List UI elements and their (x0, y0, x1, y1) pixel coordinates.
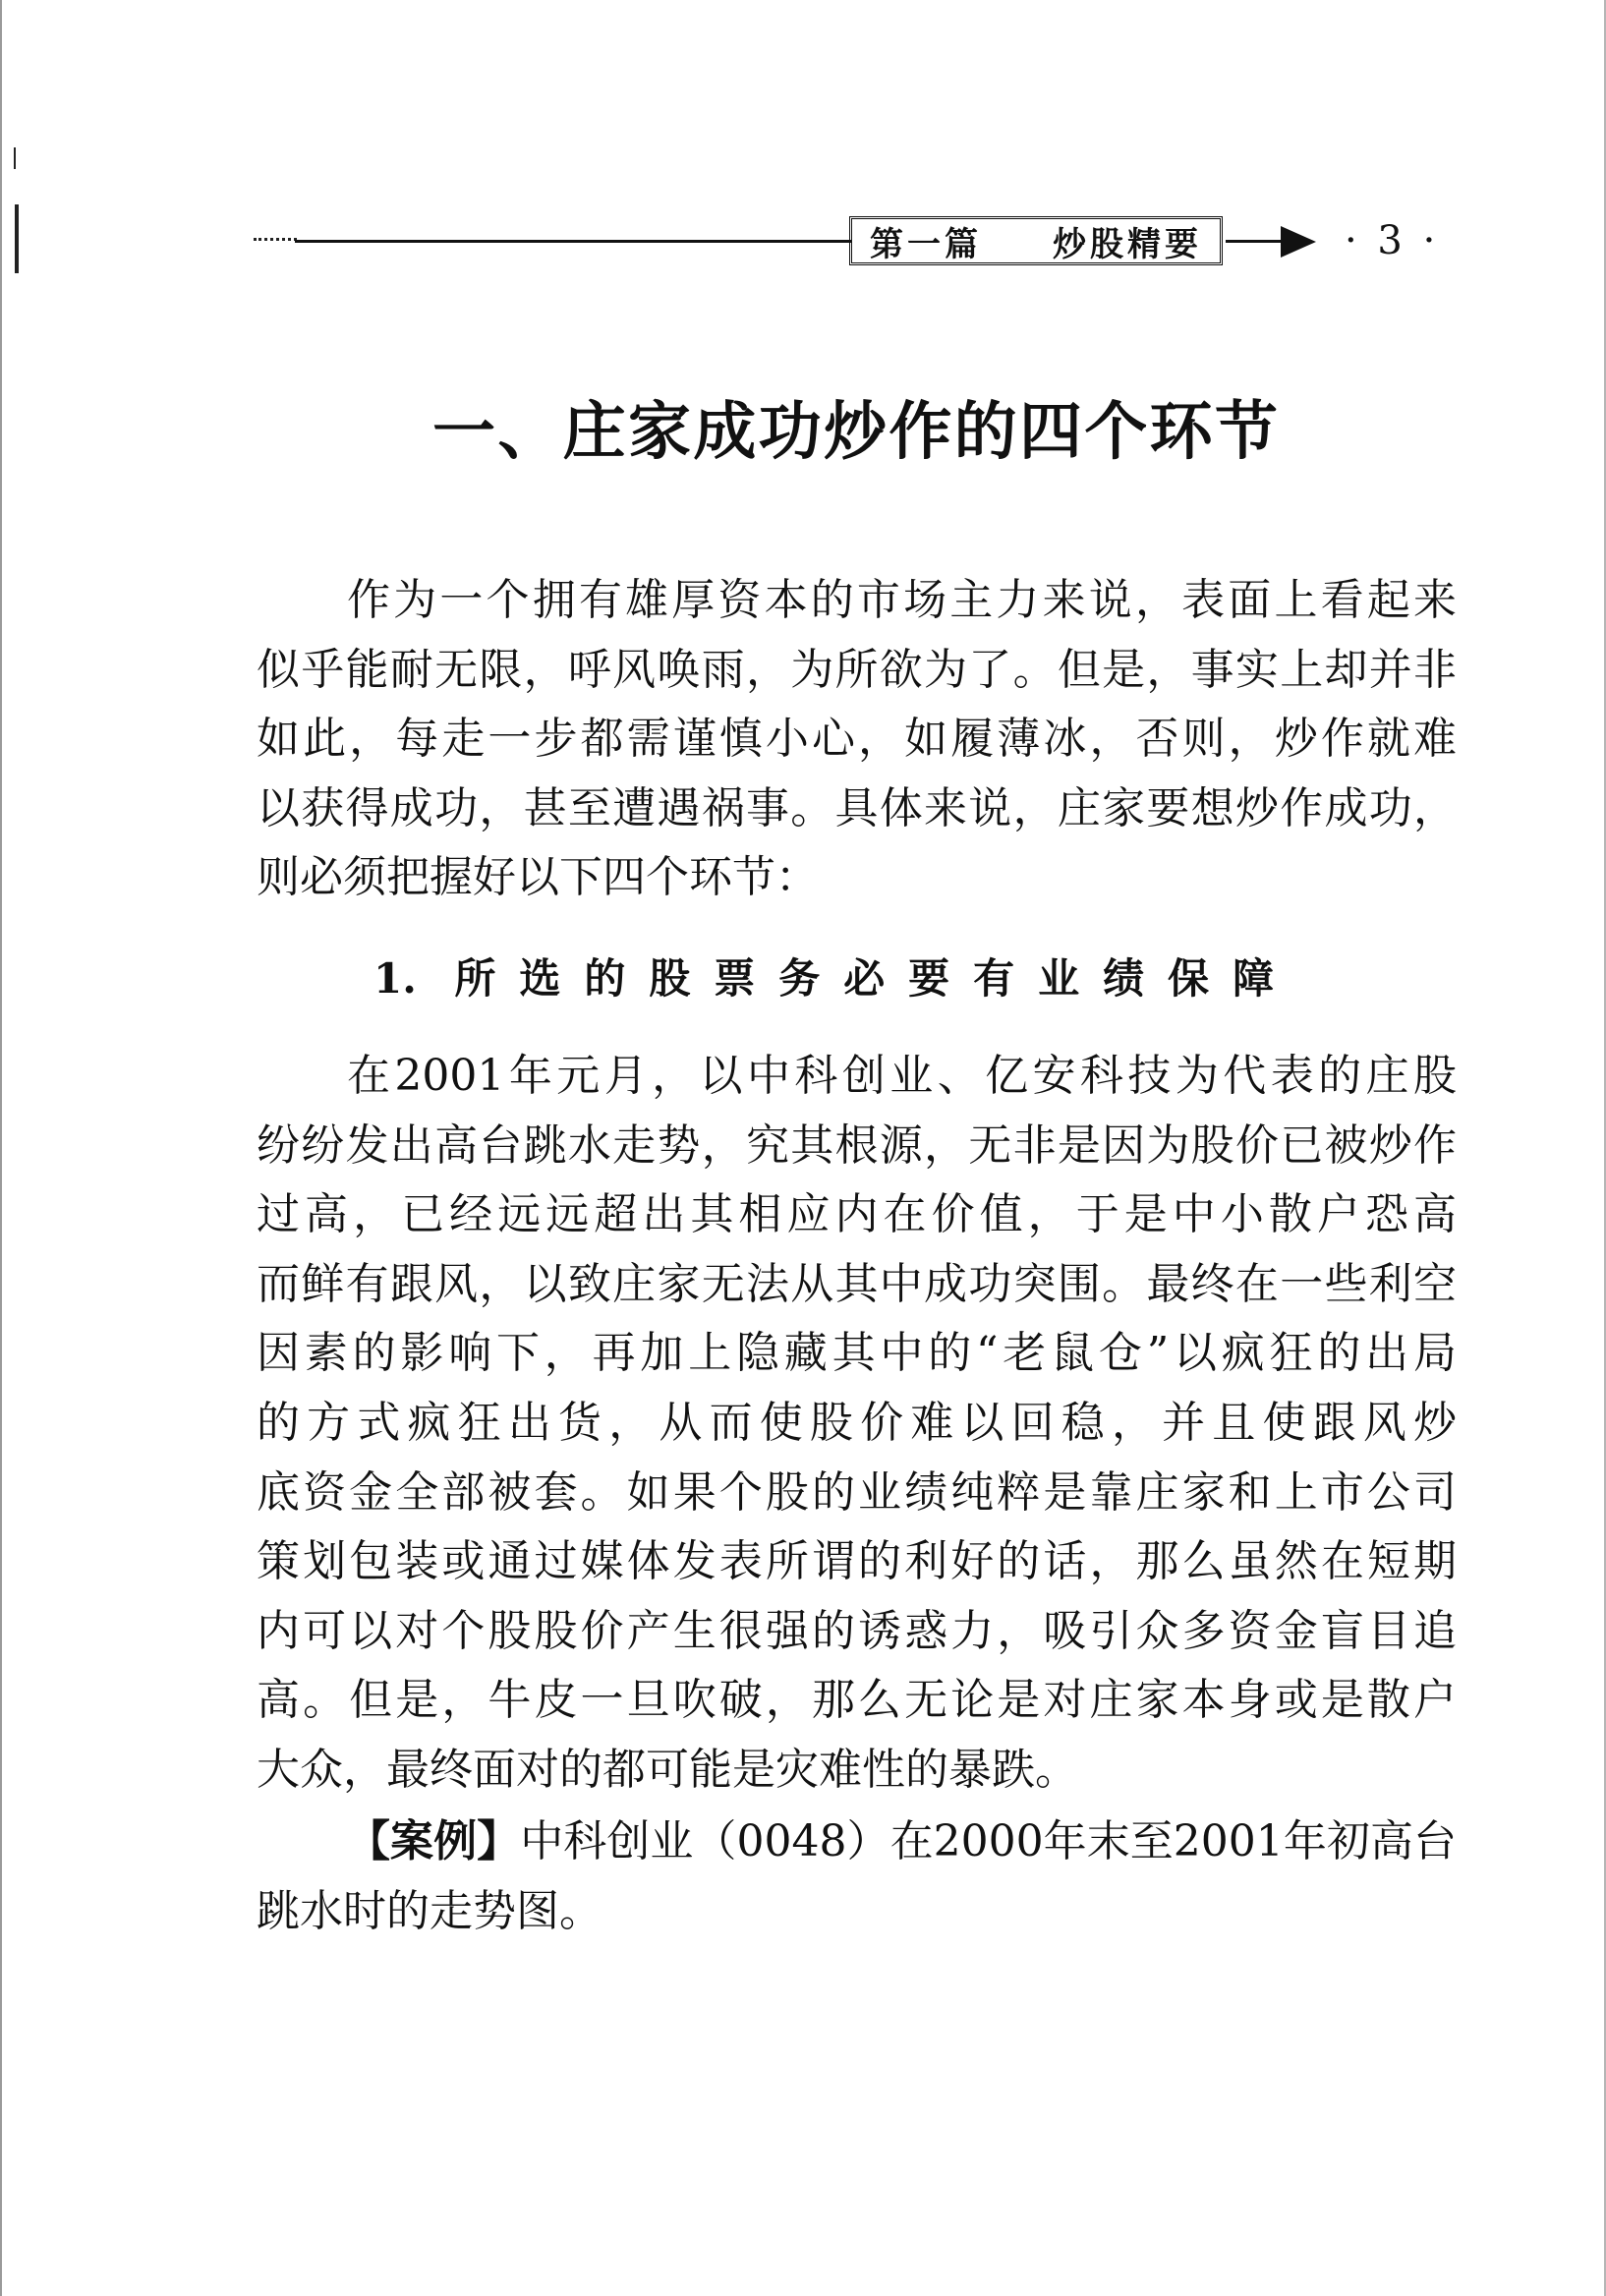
section-paragraph (257, 1042, 1457, 1806)
header-arrow-line (1226, 240, 1283, 243)
text-line: 如此，每走一步都需谨慎小心，如履薄冰，否则，炒作就难 (257, 714, 1457, 765)
case-label: 【案例】 (347, 1816, 521, 1866)
case-paragraph (257, 1808, 1457, 1946)
text-line: 在2001年元月，以中科创业、亿安科技为代表的庄股 (347, 1051, 1457, 1101)
scan-mark (15, 204, 19, 273)
case-text: 中科创业（0048）在2000年末至2001年初高台 (520, 1816, 1457, 1866)
section-heading: 1. 所选的股票务必要有业绩保障 (373, 954, 1274, 1003)
text-line: 而鲜有跟风，以致庄家无法从其中成功突围。最终在一些利空 (257, 1258, 1457, 1309)
text-line: 策划包装或通过媒体发表所谓的利好的话，那么虽然在短期 (257, 1536, 1457, 1587)
page-number: · 3 · (1345, 218, 1440, 263)
header-rule (295, 240, 851, 243)
text-line (257, 1808, 1457, 1877)
text-line: 高。但是，牛皮一旦吹破，那么无论是对庄家本身或是散户 (257, 1675, 1457, 1726)
text-line: 似乎能耐无限，呼风唤雨，为所欲为了。但是，事实上却并非 (257, 644, 1457, 695)
text-line: 则必须把握好以下四个环节： (257, 852, 819, 903)
text-line: 大众，最终面对的都可能是灾难性的暴跌。 (257, 1744, 1078, 1795)
text-line: 过高，已经远远超出其相应内在价值，于是中小散户恐高 (257, 1189, 1457, 1240)
text-line: 内可以对个股股价产生很强的诱惑力，吸引众多资金盲目追 (257, 1605, 1457, 1656)
text-line: 底资金全部被套。如果个股的业绩纯粹是靠庄家和上市公司 (257, 1466, 1457, 1518)
text-line: 作为一个拥有雄厚资本的市场主力来说，表面上看起来 (347, 575, 1457, 625)
arrow-right-icon (1281, 226, 1316, 258)
text-line: 跳水时的走势图。 (257, 1885, 602, 1936)
text-line: 以获得成功，甚至遭遇祸事。具体来说，庄家要想炒作成功， (257, 782, 1457, 833)
page-edge-left (0, 0, 2, 2296)
header-section: 第一篇 (870, 224, 982, 264)
text-line: 因素的影响下，再加上隐藏其中的“老鼠仓”以疯狂的出局 (257, 1328, 1457, 1379)
header-chapter: 炒股精要 (1053, 224, 1202, 264)
page-title: 一、庄家成功炒作的四个环节 (432, 395, 1278, 469)
scan-mark (14, 147, 16, 169)
intro-paragraph (257, 566, 1457, 913)
text-line: 纷纷发出高台跳水走势，究其根源，无非是因为股价已被炒作 (257, 1119, 1457, 1171)
header-section-box (849, 216, 1223, 265)
header-leader-dots (254, 238, 297, 241)
text-line: 的方式疯狂出货，从而使股价难以回稳，并且使跟风炒 (257, 1397, 1457, 1448)
